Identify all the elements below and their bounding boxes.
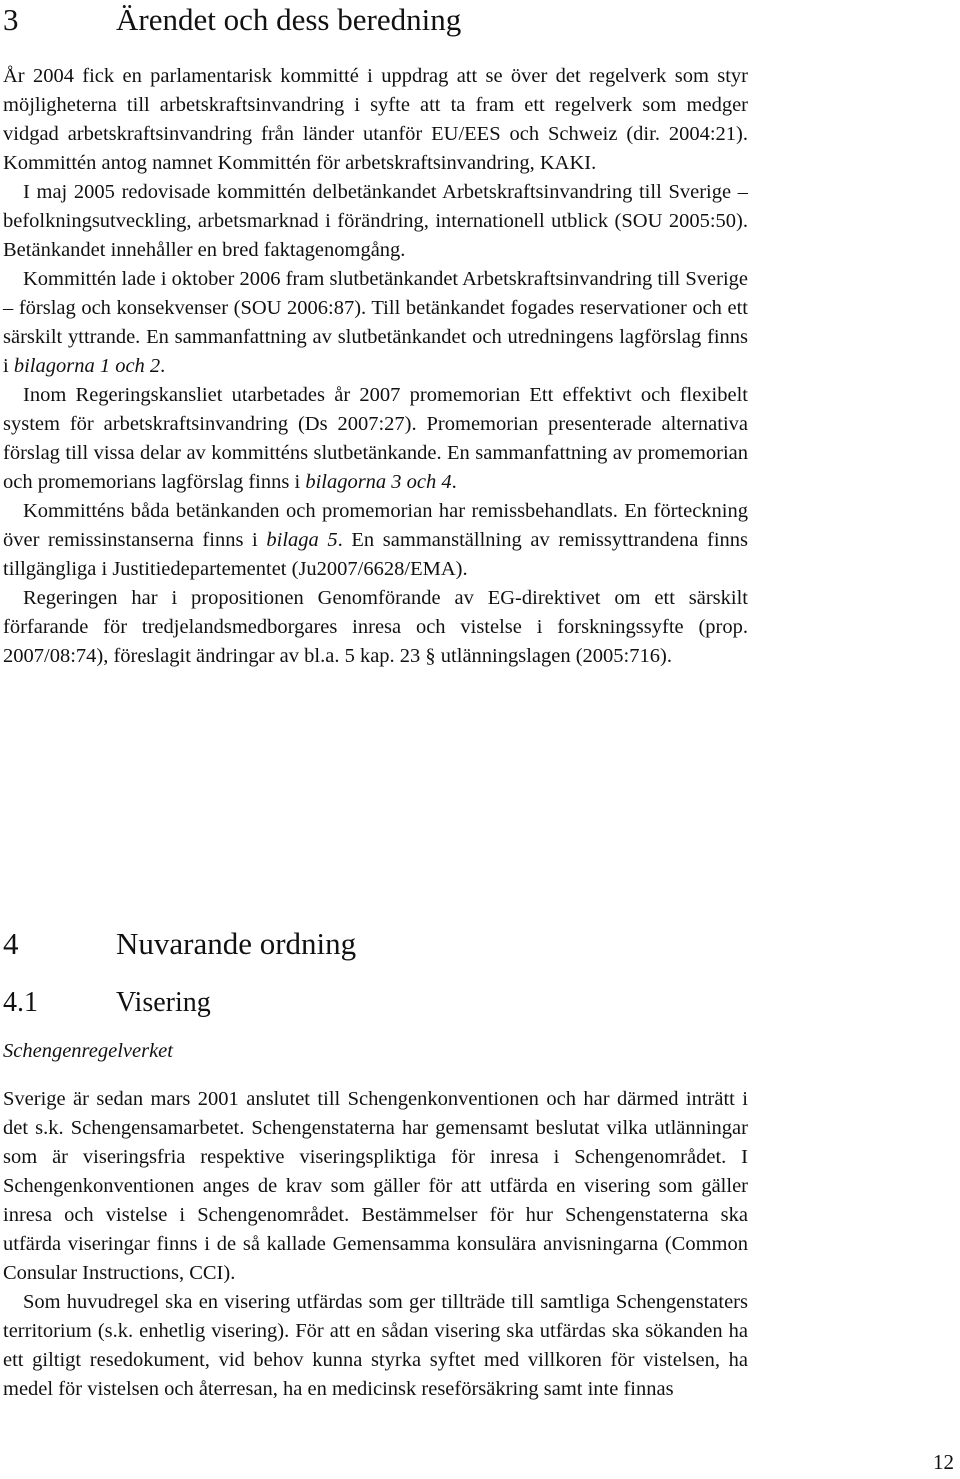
chapter-title: Nuvarande ordning	[116, 926, 357, 961]
paragraph: Som huvudregel ska en visering utfärdas som ger tillträde till samtliga Schengenstaters territorium (s.k. enhetlig visering). För att en sådan visering ska utfärdas ska sökanden ha ett giltigt resedokument, vid behov kunna styrka syftet med villkoren för vistelsen, ha medel för vistelsen och återresan, ha en medicinsk reseförsäkring samt inte finnas	[3, 1291, 748, 1400]
chapter-3-heading	[3, 2, 461, 38]
paragraph: Sverige är sedan mars 2001 anslutet till Schengenkonventionen och har därmed inträtt i det s.k. Schengensamarbetet. Schengenstaterna har gemensamt beslutat vilka utlänningar som är viseringsfria respektive viseringspliktiga för inresa i Schengenområdet. I Schengenkonventionen anges de krav som gäller för att utfärda en visering som gäller inresa och vistelse i Schengenområdet. Bestämmelser för hur Schengenstaterna ska utfärda viseringar finns i de så kallade Gemensamma konsulära anvisningarna (Common Consular Instructions, CCI).	[3, 1088, 748, 1284]
paragraph-text: .	[160, 355, 166, 377]
section-4-1-heading	[3, 987, 211, 1019]
paragraph-text: Inom Regeringskansliet utarbetades år 2007 promemorian Ett effektivt och flexibelt system för arbetskraftsinvandring (Ds 2007:27). Promemorian presenterade alternativa förslag till vissa delar av kommitténs slutbetänkande. En sammanfattning av promemorian och promemorians lagförslag finns i	[3, 384, 748, 493]
paragraph-text: Kommittén lade i oktober 2006 fram slutbetänkandet Arbetskraftsinvandring till Sverige – förslag och konsekvenser (SOU 2006:87). Till betänkandet fogades reservationer och ett särskilt yttrande. En sammanfattning av slutbetänkandet och utredningens lagförslag finns i	[3, 268, 748, 377]
chapter-3-body	[3, 62, 748, 671]
paragraph-text: . En sammanställning av remissyttrandena finns tillgängliga i Justitiedepartementet (Ju2007/6628/EMA).	[3, 529, 748, 580]
paragraph: År 2004 fick en parlamentarisk kommitté i uppdrag att se över det regelverk som styr möjligheterna till arbetskraftsinvandring i syfte att ta fram ett regelverk som medger vidgad arbetskraftsinvandring från länder utanför EU/EES och Schweiz (dir. 2004:21). Kommittén antog namnet Kommittén för arbetskraftsinvandring, KAKI.	[3, 65, 748, 174]
appendix-reference: bilagorna 1 och 2	[13, 355, 161, 377]
chapter-4-heading	[3, 926, 356, 962]
paragraph-text: .	[451, 471, 457, 493]
section-number: 4.1	[3, 987, 38, 1018]
subheading: Schengenregelverket	[3, 1040, 173, 1062]
page-number: 12	[933, 1450, 954, 1474]
chapter-title: Ärendet och dess beredning	[116, 2, 462, 37]
paragraph: I maj 2005 redovisade kommittén delbetänkandet Arbetskraftsinvandring till Sverige – befolkningsutveckling, arbetsmarknad i förändring, internationell utblick (SOU 2005:50). Betänkandet innehåller en bred faktagenomgång.	[3, 181, 748, 261]
paragraph	[3, 265, 748, 381]
chapter-number: 4	[3, 926, 19, 961]
paragraph	[3, 381, 748, 497]
paragraph	[3, 497, 748, 584]
section-4-1-body	[3, 1085, 748, 1404]
paragraph: Regeringen har i propositionen Genomförande av EG-direktivet om ett särskilt förfarande för tredjelandsmedborgares inresa och vistelse i forskningssyfte (prop. 2007/08:74), föreslagit ändringar av bl.a. 5 kap. 23 § utlänningslagen (2005:716).	[3, 587, 748, 667]
chapter-number: 3	[3, 2, 19, 37]
appendix-reference: bilagorna 3 och 4	[305, 471, 452, 493]
section-title: Visering	[116, 987, 211, 1018]
paragraph-text: Kommitténs båda betänkanden och promemorian har remissbehandlats. En förteckning över remissinstanserna finns i	[3, 500, 748, 551]
appendix-reference: bilaga 5	[266, 529, 338, 551]
